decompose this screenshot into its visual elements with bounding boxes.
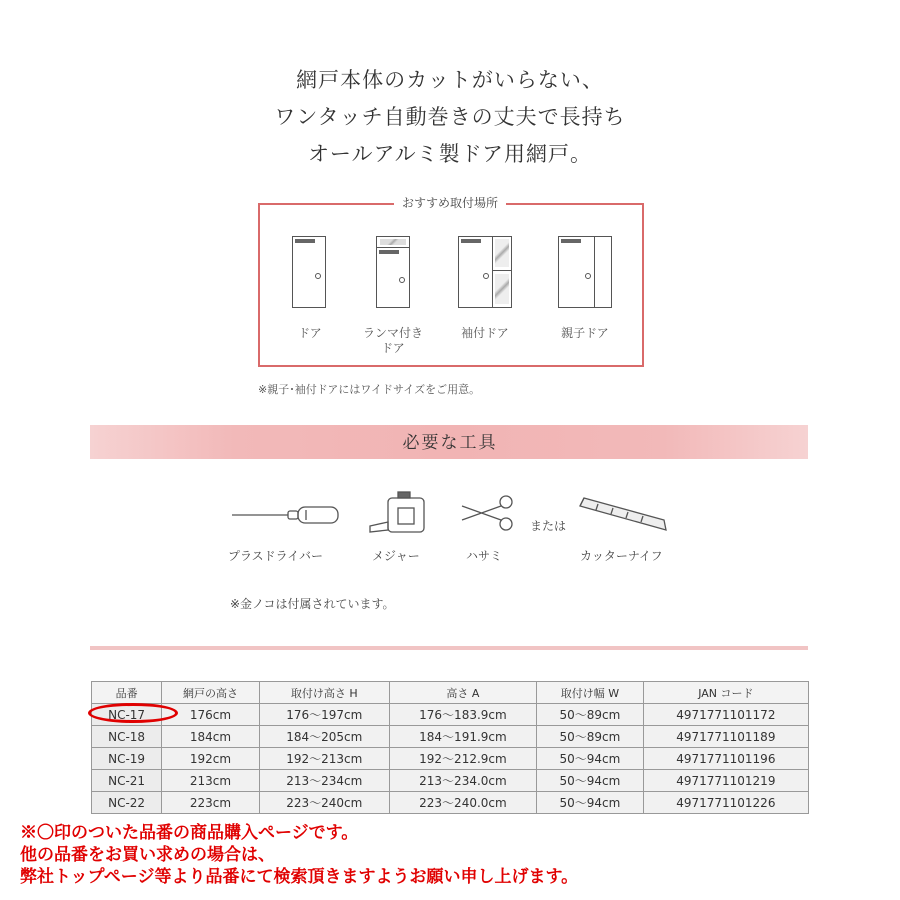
side-panel-door-icon	[458, 236, 512, 308]
locations-note: ※親子･袖付ドアにはワイドサイズをご用意。	[258, 383, 481, 396]
scissors-icon	[462, 496, 512, 530]
purchase-notice-line-1: ※〇印のついた品番の商品購入ページです。	[20, 823, 359, 843]
cell-height-a: 192～212.9cm	[389, 748, 536, 770]
cell-height-a: 184～191.9cm	[389, 726, 536, 748]
headline-line-2: ワンタッチ自動巻きの丈夫で長持ち	[274, 105, 626, 129]
location-label-side-panel-door: 袖付ドア	[461, 326, 509, 340]
table-row	[92, 770, 809, 792]
cell-jan-code: 4971771101172	[643, 704, 808, 726]
cell-jan-code: 4971771101226	[643, 792, 808, 814]
header-mount-height: 取付け高さ H	[259, 682, 389, 704]
double-door-icon	[558, 236, 612, 308]
purchase-notice-line-3: 弊社トップページ等より品番にて検索頂きますようお願い申し上げます。	[20, 867, 579, 887]
location-label-double-door: 親子ドア	[561, 326, 609, 340]
table-header-row	[92, 682, 809, 704]
section-divider	[90, 646, 808, 650]
cell-product-code: NC-18	[92, 726, 162, 748]
cell-height-a: 213～234.0cm	[389, 770, 536, 792]
cell-jan-code: 4971771101196	[643, 748, 808, 770]
screwdriver-icon	[232, 507, 338, 523]
cell-screen-height: 223cm	[162, 792, 260, 814]
purchase-notice-line-2: 他の品番をお買い求めの場合は、	[20, 845, 275, 865]
tool-label-cutter: カッターナイフ	[580, 549, 663, 563]
cell-product-code: NC-19	[92, 748, 162, 770]
tool-label-screwdriver: プラスドライバー	[228, 549, 324, 563]
cell-mount-height: 184～205cm	[259, 726, 389, 748]
cell-mount-width: 50～89cm	[537, 704, 644, 726]
door-icon	[292, 236, 326, 308]
cell-mount-width: 50～94cm	[537, 792, 644, 814]
cell-jan-code: 4971771101189	[643, 726, 808, 748]
cell-mount-height: 192～213cm	[259, 748, 389, 770]
cell-mount-height: 176～197cm	[259, 704, 389, 726]
table-row	[92, 792, 809, 814]
purchase-notice	[20, 822, 578, 888]
cell-mount-height: 223～240cm	[259, 792, 389, 814]
tools-illustration	[228, 490, 688, 538]
location-label-transom-line1: ランマ付き	[362, 326, 423, 340]
cell-screen-height: 192cm	[162, 748, 260, 770]
location-label-door: ドア	[298, 326, 322, 340]
cell-product-code: NC-17	[92, 704, 162, 726]
headline	[0, 62, 900, 173]
cell-screen-height: 176cm	[162, 704, 260, 726]
headline-line-1: 網戸本体のカットがいらない、	[296, 68, 604, 92]
tape-measure-icon	[370, 492, 424, 532]
table-row	[92, 748, 809, 770]
location-label-transom-door	[348, 326, 438, 356]
header-screen-height: 網戸の高さ	[162, 682, 260, 704]
or-text: または	[530, 519, 567, 533]
cell-mount-width: 50～94cm	[537, 748, 644, 770]
tool-label-measure: メジャー	[372, 549, 420, 563]
transom-door-icon	[376, 236, 410, 308]
header-product-code: 品番	[92, 682, 162, 704]
headline-line-3: オールアルミ製ドア用網戸。	[307, 142, 593, 166]
header-jan-code: JAN コード	[643, 682, 808, 704]
header-height-a: 高さ A	[389, 682, 536, 704]
tools-note: ※金ノコは付属されています。	[230, 597, 395, 611]
recommended-locations-title	[0, 194, 900, 211]
recommended-locations-title-text: おすすめ取付場所	[394, 196, 506, 210]
cutter-knife-icon	[580, 498, 666, 530]
tools-title: 必要な工具	[402, 433, 498, 453]
cell-product-code: NC-21	[92, 770, 162, 792]
table-row	[92, 726, 809, 748]
cell-mount-height: 213～234cm	[259, 770, 389, 792]
selected-product-circle	[88, 703, 178, 723]
cell-jan-code: 4971771101219	[643, 770, 808, 792]
table-row	[92, 704, 809, 726]
cell-screen-height: 213cm	[162, 770, 260, 792]
cell-height-a: 223～240.0cm	[389, 792, 536, 814]
header-mount-width: 取付け幅 W	[537, 682, 644, 704]
cell-mount-width: 50～94cm	[537, 770, 644, 792]
cell-mount-width: 50～89cm	[537, 726, 644, 748]
tool-label-scissors: ハサミ	[466, 549, 503, 563]
cell-screen-height: 184cm	[162, 726, 260, 748]
cell-height-a: 176～183.9cm	[389, 704, 536, 726]
spec-table	[91, 681, 809, 814]
cell-product-code: NC-22	[92, 792, 162, 814]
location-label-transom-line2: ドア	[381, 341, 405, 355]
